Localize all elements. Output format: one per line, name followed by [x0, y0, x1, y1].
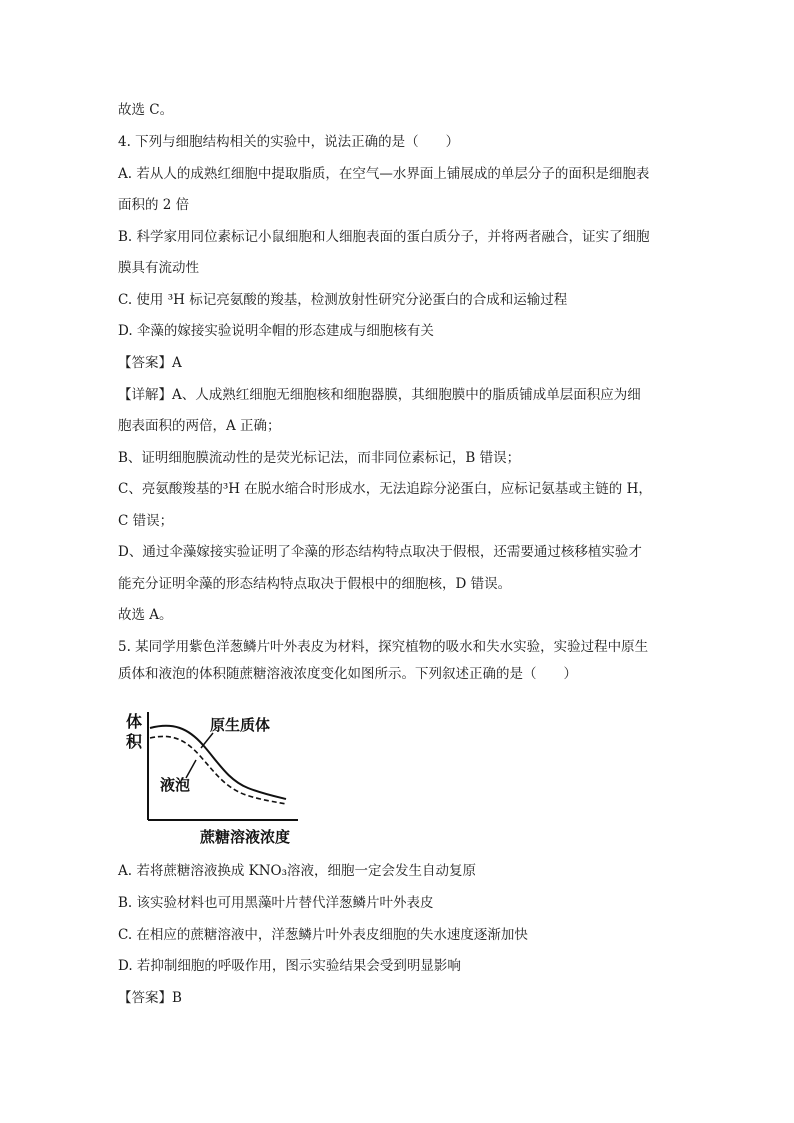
question-5-stem: 5. 某同学用紫色洋葱鳞片叶外表皮为材料，探究植物的吸水和失水实验，实验过程中原生 [118, 639, 649, 655]
y-axis-label-2: 积 [126, 732, 143, 751]
volume-concentration-figure [118, 700, 318, 850]
question-5-stem-cont: 质体和液泡的体积随蔗糖溶液浓度变化如图所示。下列叙述正确的是（ ） [118, 666, 577, 682]
answer-5: 【答案】B [118, 990, 182, 1006]
protoplast-leader-line [201, 733, 213, 748]
explanation-4-c: C、亮氨酸羧基的³H 在脱水缩合时形成水，无法追踪分泌蛋白，应标记氨基或主链的 H， [118, 481, 652, 497]
option-4b-cont: 膜具有流动性 [118, 260, 199, 276]
option-5d: D. 若抑制细胞的呼吸作用，图示实验结果会受到明显影响 [118, 958, 461, 974]
explanation-4-cont: 胞表面积的两倍，A 正确； [118, 418, 281, 434]
option-4c: C. 使用 ³H 标记亮氨酸的羧基，检测放射性研究分泌蛋白的合成和运输过程 [118, 292, 568, 308]
conclusion-4: 故选 A。 [118, 607, 173, 623]
protoplast-label: 原生质体 [210, 716, 271, 734]
explanation-4: 【详解】A、人成熟红细胞无细胞核和细胞器膜，其细胞膜中的脂质铺成单层面积应为细 [118, 387, 641, 403]
y-axis-label-1: 体 [126, 712, 143, 731]
text-line: 故选 C。 [118, 102, 174, 118]
figure-svg [118, 700, 318, 850]
option-4d: D. 伞藻的嫁接实验说明伞帽的形态建成与细胞核有关 [118, 323, 434, 339]
option-5b: B. 该实验材料也可用黑藻叶片替代洋葱鳞片叶外表皮 [118, 895, 434, 911]
question-4-stem: 4. 下列与细胞结构相关的实验中，说法正确的是（ ） [118, 134, 460, 150]
option-4b: B. 科学家用同位素标记小鼠细胞和人细胞表面的蛋白质分子，并将两者融合，证实了细胞 [118, 229, 650, 245]
explanation-4-d-cont: 能充分证明伞藻的形态结构特点取决于假根中的细胞核，D 错误。 [118, 576, 512, 592]
option-4a-cont: 面积的 2 倍 [118, 197, 190, 213]
explanation-4-c-cont: C 错误； [118, 513, 174, 529]
x-axis-label: 蔗糖溶液浓度 [200, 828, 291, 846]
answer-4: 【答案】A [118, 355, 182, 371]
explanation-4-b: B、证明细胞膜流动性的是荧光标记法，而非同位素标记，B 错误； [118, 450, 521, 466]
option-4a: A. 若从人的成熟红细胞中提取脂质，在空气—水界面上铺展成的单层分子的面积是细胞表 [118, 166, 650, 182]
vacuole-label: 液泡 [160, 776, 191, 794]
option-5c: C. 在相应的蔗糖溶液中，洋葱鳞片叶外表皮细胞的失水速度逐渐加快 [118, 927, 528, 943]
explanation-4-d: D、通过伞藻嫁接实验证明了伞藻的形态结构特点取决于假根，还需要通过核移植实验才 [118, 544, 642, 560]
option-5a: A. 若将蔗糖溶液换成 KNO₃溶液，细胞一定会发生自动复原 [118, 863, 476, 879]
